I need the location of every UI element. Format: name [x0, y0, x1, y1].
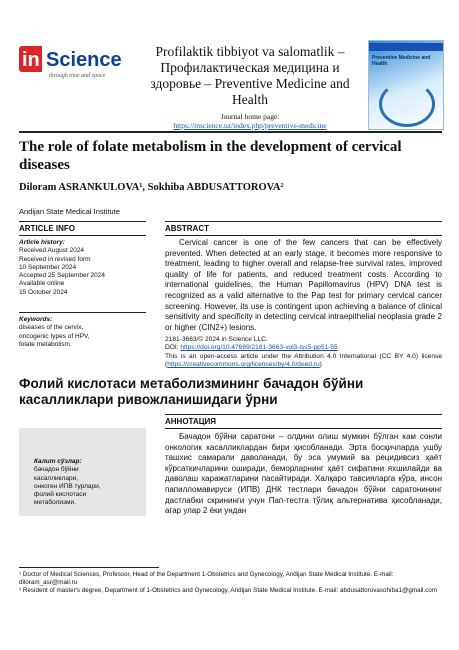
history-line: Received August 2024	[19, 247, 85, 255]
keyword: oncogenic types of HPV,	[19, 332, 90, 340]
publication-meta	[165, 336, 442, 370]
license-line	[165, 353, 442, 370]
logo-science-text: Science	[46, 49, 122, 71]
footnote-1: ¹ Doctor of Medical Sciences, Professor, Head of the Department 1-Obstetrics and Gynecology, Andijan State Medical Institute. E-mail: diloram_asr@mail.ru	[19, 571, 394, 586]
doi-label: DOI:	[165, 344, 181, 352]
cover-band	[369, 43, 443, 51]
cover-title: Preventive Medicine and Health	[372, 55, 431, 67]
history-line: Accepted 25 September 2024	[19, 272, 106, 280]
paper-affiliation: Andijan State Medical Institute	[19, 207, 120, 216]
homepage-label: Journal home page:	[220, 112, 280, 121]
journal-cover-image	[368, 40, 444, 130]
keyword: folate metabolism.	[19, 340, 72, 348]
journal-homepage	[140, 112, 360, 130]
annotation-heading: АННОТАЦИЯ	[165, 417, 217, 426]
divider	[19, 312, 146, 313]
article-info-heading: ARTICLE INFO	[19, 224, 75, 233]
abstract-text: Cervical cancer is one of the few cancers that can be effectively prevented. When detected at an early stage, it becomes more responsive to treatment, leading to higher overall and relapse-free survival rates, improved quality of life for patients, and reduced treatment costs. According to international guidelines, the Human Papillomavirus (HPV) DNA test is recognized as a valid alternative to the Pap test for primary cervical cancer screening. However, its use is contingent upon achieving a balance of clinical sensitivity and specificity in detecting cervical intraepithelial neoplasia grade 2 or higher (CIN2+) lesions.	[165, 238, 442, 332]
issn-line: 2181-3663/© 2024 in Science LLC.	[165, 336, 268, 343]
logo-tagline: through time and space	[49, 73, 106, 79]
license-prefix: This is an open-access article under the Attribution 4.0 International (CC BY 4.0) license (	[165, 352, 442, 369]
paper-title: The role of folate metabolism in the development of cervical diseases	[19, 139, 402, 173]
uzbek-keywords-label: Калит сўзлар:	[34, 458, 82, 465]
footnote-2: ² Resident of master's degree, Department of 1-Obstetrics and Gynecology, Andijan State Medical Institute. E-mail: abdusattorovasohiba1@gmail.com	[19, 587, 438, 594]
footnote-divider	[19, 567, 159, 568]
stethoscope-icon	[379, 81, 435, 127]
history-line: 15 October 2024	[19, 288, 68, 296]
uzbek-keyword: фолий кислотаси	[34, 491, 87, 499]
uzbek-keyword: метаболизми.	[34, 499, 76, 507]
annotation-text: Бачадон бўйни саратони – олдини олиш мумкин бўлган кам сонли онкологик касалликлардан бири ҳисобланади. Эрта босқичларда ушбу ташхис самарали даволанади, бу эса умумий ва рецидивсиз ҳаёт кўрсаткичларини оширади, беморларнинг ҳаёт сифатини яхшилайди ва даволаш харажатларини пасайтиради. Халқаро тавсияларга кўра, инсон папилломавируси (ИПВ) ДНК тестлари бачадон бўйни саратонининг дастлабки скрининги учун Пап-тестга тўлиқ альтернатива ҳисобланади, агар улар 2 ёки ундан	[165, 432, 442, 516]
uzbek-keyword: касалликлари,	[34, 474, 79, 482]
header-divider	[19, 131, 442, 133]
divider	[165, 235, 442, 236]
license-suffix: )	[319, 361, 322, 369]
article-history-label: Article history:	[19, 239, 65, 246]
divider	[165, 428, 442, 429]
article-history	[19, 239, 146, 297]
keywords-block	[19, 316, 146, 349]
footnotes	[19, 571, 442, 595]
history-line: 10 September 2024	[19, 263, 77, 271]
license-link[interactable]: https://creativecommons.org/licenses/by/4.0/deed.ru	[167, 361, 320, 369]
journal-logo	[19, 46, 131, 90]
doi-line	[165, 344, 442, 352]
divider	[165, 221, 442, 222]
divider	[19, 221, 146, 222]
keyword: diseases of the cervix,	[19, 324, 84, 332]
doi-link[interactable]: https://doi.org/10.47689/2181-3663-vol3-iss5-pp51-55	[180, 344, 338, 352]
keywords-label: Keywords:	[19, 316, 53, 323]
abstract-heading: ABSTRACT	[165, 224, 209, 233]
paper-authors: Diloram ASRANKULOVA¹, Sokhiba ABDUSATTOROVA²	[19, 182, 284, 193]
divider	[165, 414, 442, 415]
logo-in-text: in	[19, 46, 42, 72]
uzbek-keywords	[34, 458, 144, 508]
history-line: Available online	[19, 280, 65, 288]
divider	[19, 235, 146, 236]
uzbek-title: Фолий кислотаси метаболизмининг бачадон бўйни касалликлари ривожланишидаги ўрни	[19, 376, 364, 407]
history-line: Received in revised form	[19, 255, 91, 263]
uzbek-keyword: онкоген ИПВ турлари,	[34, 482, 101, 490]
uzbek-keyword: бачадон бўйни	[34, 466, 79, 474]
journal-title: Profilaktik tibbiyot va salomatlik – Профилактическая медицина и здоровье – Preventive Medicine and Health	[150, 44, 350, 107]
homepage-link[interactable]: https://inscience.uz/index.php/preventive-medicine	[173, 121, 327, 130]
